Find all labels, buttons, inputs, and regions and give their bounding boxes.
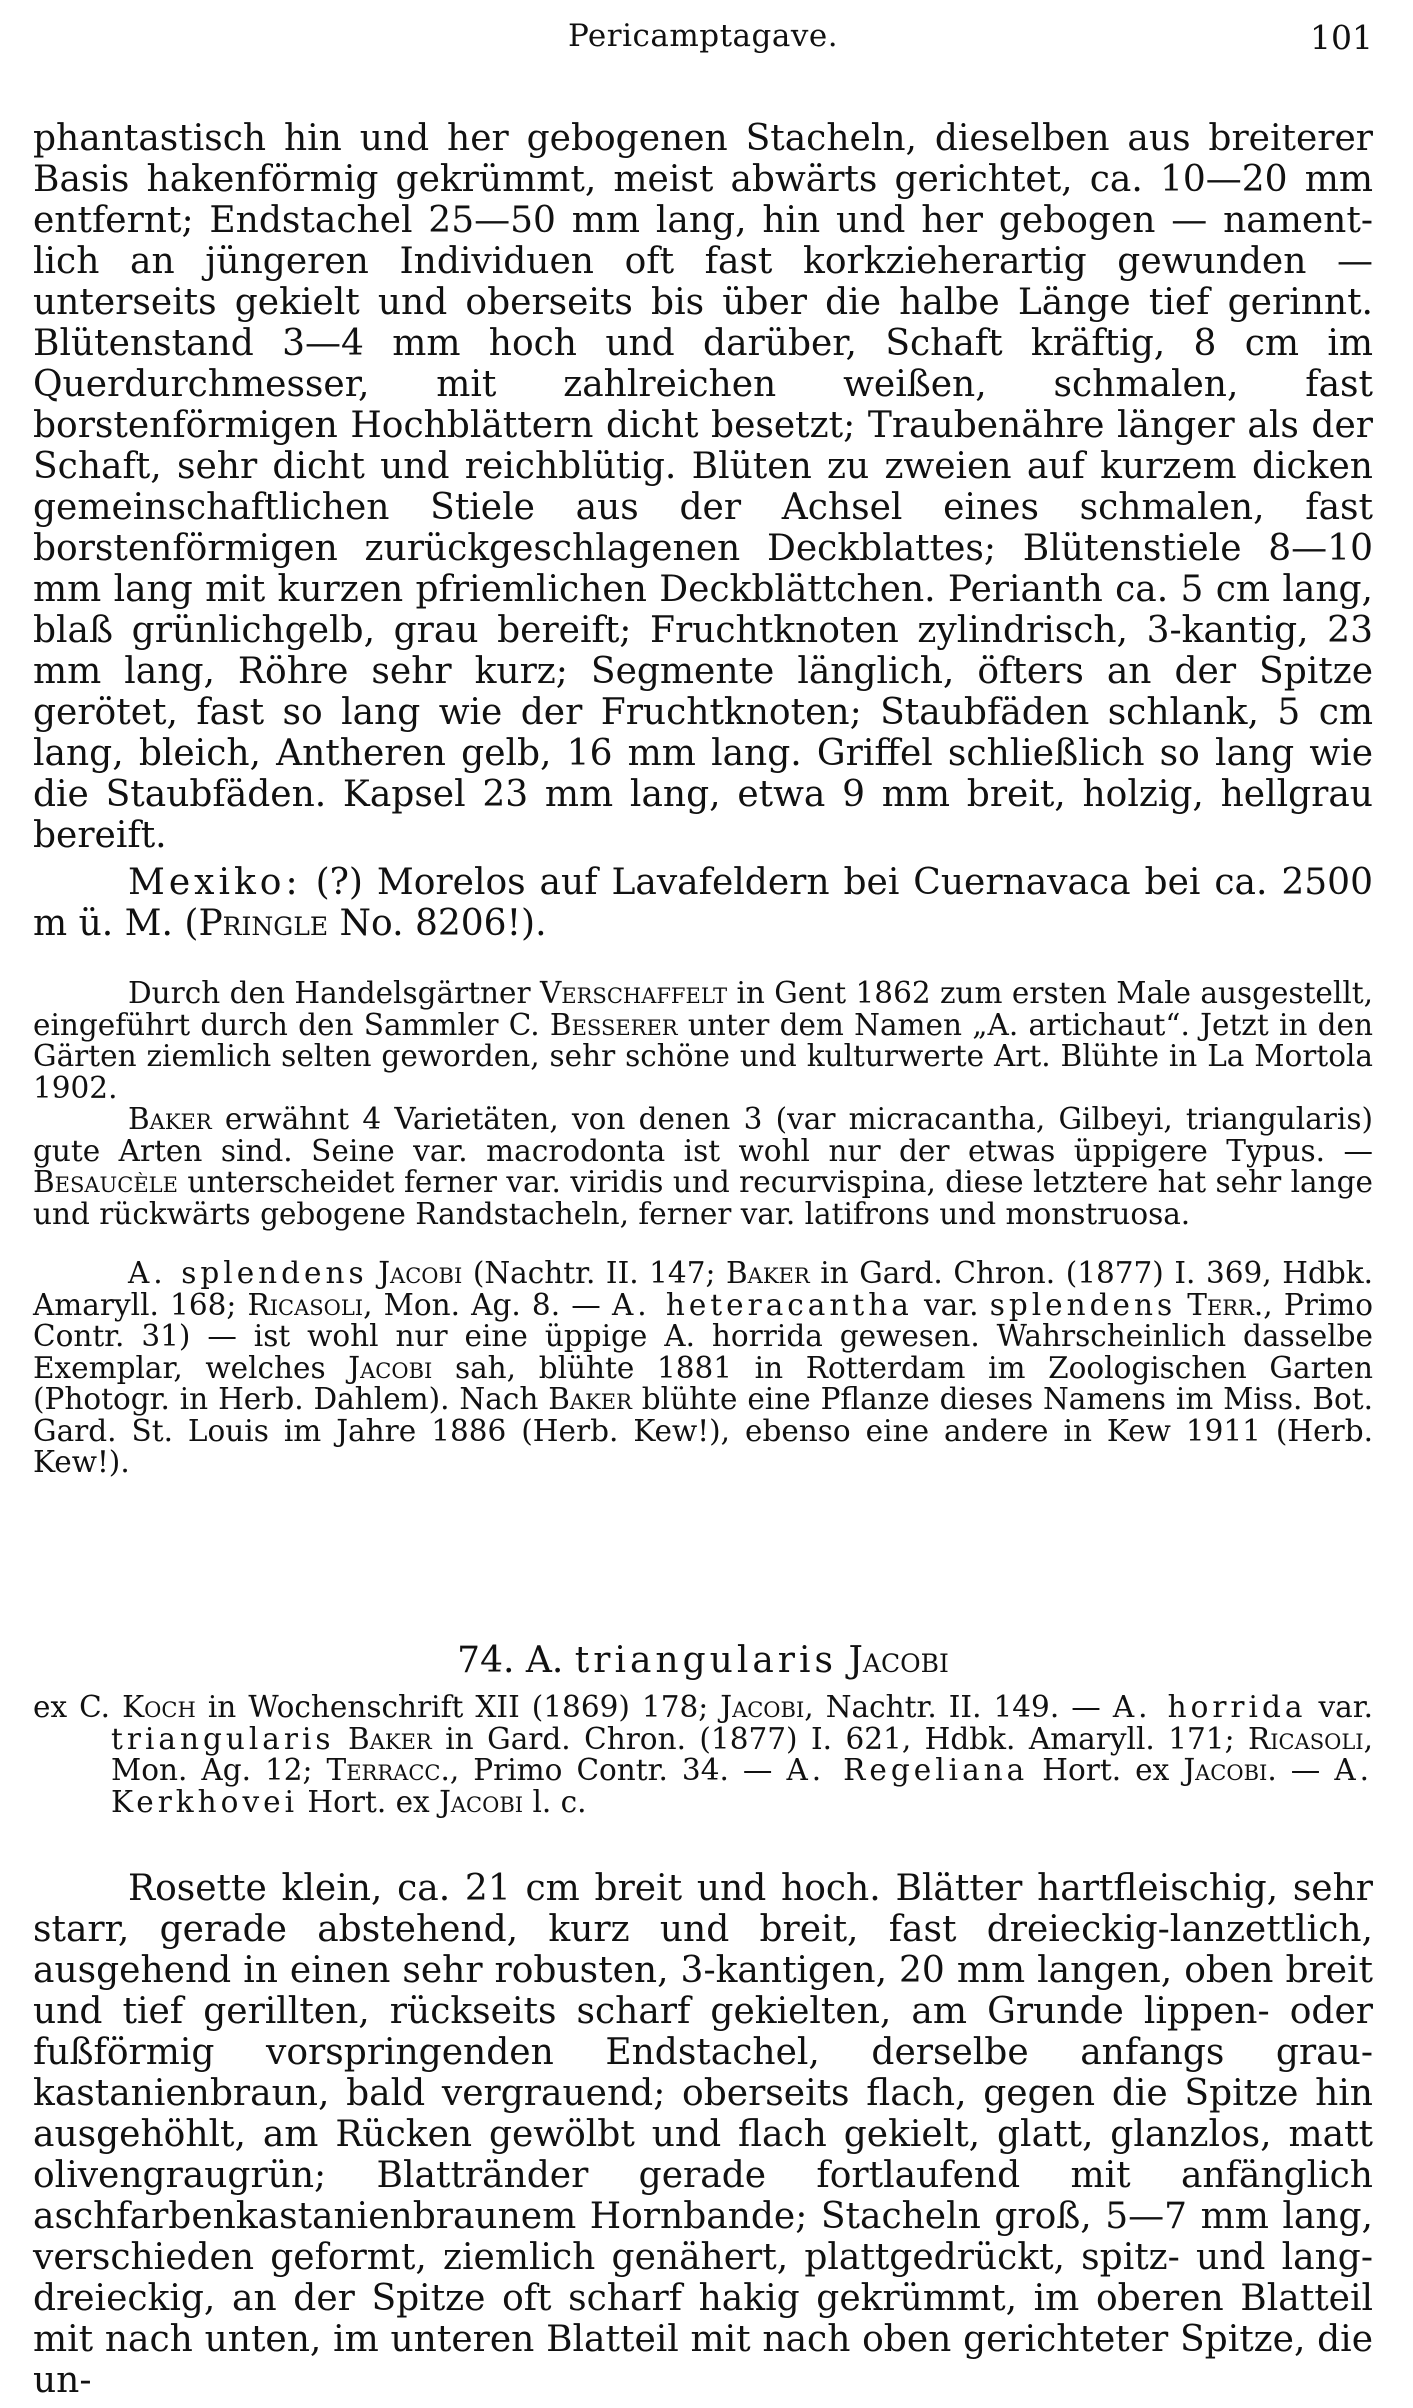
note-paragraph-1 [33, 978, 1373, 1104]
note-text: sah, blühte 1881 in Rotterdam im Zoologischen Garten (Photogr. in Herb. Dahlem). Nach [33, 1350, 1373, 1416]
synonymy-text: , Primo Contr. 34. — [449, 1753, 787, 1787]
author-name: Baker [548, 1382, 632, 1416]
author-name: Baker [348, 1721, 432, 1756]
note-text: , Primo Contr. 31) — ist wohl nur eine üppige A. horrida gewesen. Wahrscheinlich dasselbe Exemplar, welches [33, 1287, 1373, 1385]
distribution-text: (?) Morelos auf Lavafeldern bei Cuernavaca bei ca. 2500 m ü. M. ( [33, 862, 1373, 944]
synonymy-text: . — [1267, 1753, 1335, 1787]
synonymy [33, 1692, 1373, 1818]
note-text: var. [912, 1287, 990, 1322]
description-paragraph: phantastisch hin und her gebogenen Stacheln, dieselben aus breiterer Basis hakenförmig gekrümmt, meist abwärts gerichtet, ca. 10—20 mm entfernt; Endstachel 25—50 mm lang, hin und her gebogen — namentlich an jüngeren Individuen oft fast korkzieherartig gewunden — unterseits gekielt und oberseits bis über die halbe Länge tief gerinnt. Blütenstand 3—4 mm hoch und darüber, Schaft kräftig, 8 cm im Querdurchmesser, mit zahlreichen weißen, schmalen, fast borstenförmigen Hochblättern dicht besetzt; Traubenähre länger als der Schaft, sehr dicht und reichblütig. Blüten zu zweien auf kurzem dicken gemeinschaftlichen Stiele aus der Achsel eines schmalen, fast borstenförmigen zurückgeschlagenen Deckblattes; Blütenstiele 8—10 mm lang mit kurzen pfriemlichen Deckblättchen. Perianth ca. 5 cm lang, blaß grünlichgelb, grau bereift; Fruchtknoten zylindrisch, 3-kantig, 23 mm lang, Röhre sehr kurz; Segmente länglich, öfters an der Spitze gerötet, fast so lang wie der Fruchtknoten; Staubfäden schlank, 5 cm lang, bleich, Antheren gelb, 16 mm lang. Griffel schließlich so lang wie die Staubfäden. Kapsel 23 mm lang, etwa 9 mm breit, holzig, hellgrau bereift. [33, 118, 1373, 856]
author-name: Ricasoli [247, 1287, 364, 1322]
author-name: Jacobi [720, 1690, 805, 1724]
species-name: splendens [989, 1287, 1177, 1322]
running-title: Pericamptagave. [567, 18, 839, 54]
author-name: Baker [128, 1102, 212, 1136]
note-text: unterscheidet ferner var. viridis und recurvispina, diese letztere hat sehr lange und rückwärts gebogene Randstacheln, ferner var. latifrons und monstruosa. [33, 1165, 1373, 1231]
species-name: A. heteracantha [611, 1287, 913, 1322]
note-paragraph-2 [33, 1104, 1373, 1230]
note-text: in Gard. Chron. (1877) I. 369, Hdbk. Amaryll. 168; [33, 1256, 1373, 1322]
synonymy-text: , Mon. Ag. 12; [111, 1721, 1373, 1787]
section-number: 74. A. [457, 1640, 564, 1681]
description-continued [33, 118, 1373, 944]
author-name: Baker [725, 1256, 810, 1290]
description-new-species [33, 1868, 1373, 2401]
note-text: Durch den Handelsgärtner [128, 976, 540, 1010]
synonymy-paragraph [33, 1692, 1373, 1818]
page-number: 101 [1310, 18, 1373, 57]
note-paragraph-3 [33, 1258, 1373, 1479]
author-name: Ricasoli [1248, 1721, 1364, 1756]
note-text [368, 1256, 379, 1290]
species-name: A. Kerkhovei [111, 1753, 1373, 1819]
author-name: Terr. [1187, 1287, 1264, 1322]
description-new-paragraph: Rosette klein, ca. 21 cm breit und hoch. Blätter hartfleischig, sehr starr, gerade abstehend, kurz und breit, fast dreieckig-lanzettlich, ausgehend in einen sehr robusten, 3-kantigen, 20 mm langen, oben breit und tief gerillten, rückseits scharf gekielten, am Grunde lippen- oder fußförmig vorspringenden Endstachel, derselbe anfangs graukastanienbraun, bald vergrauend; oberseits flach, gegen die Spitze hin ausgehöhlt, am Rücken gewölbt und flach gekielt, glatt, glanzlos, matt olivengraugrün; Blattränder gerade fortlaufend mit anfänglich aschfarbenkastanienbraunem Hornbande; Stacheln groß, 5—7 mm lang, verschieden geformt, ziemlich genähert, plattgedrückt, spitz- und lang-dreieckig, an der Spitze oft scharf hakig gekrümmt, im oberen Blatteil mit nach unten, im unteren Blatteil mit nach oben gerichteter Spitze, die un- [33, 1868, 1373, 2401]
note-text: (Nachtr. II. 147; [462, 1256, 726, 1290]
author-name: Jacobi [378, 1256, 463, 1290]
section-author: Jacobi [848, 1640, 949, 1681]
author-name: Jacobi [348, 1350, 433, 1385]
distribution-collector: Pringle [198, 903, 329, 944]
author-name: Besserer [549, 1007, 678, 1042]
note-text [1176, 1288, 1187, 1322]
author-name: Verschaffelt [539, 976, 728, 1010]
synonymy-text: , Nachtr. II. 149. — [804, 1690, 1113, 1724]
author-name: Jacobi [1183, 1753, 1268, 1787]
note-text: erwähnt 4 Varietäten, von denen 3 (var micracantha, Gilbeyi, triangularis) gute Arten sind. Seine var. macrodonta ist wohl nur der etwas üppigere Typus. — [33, 1102, 1373, 1168]
synonymy-text: in Wochenschrift XII (1869) 178; [195, 1690, 721, 1724]
synonymy-text: var. [1306, 1690, 1374, 1724]
synonymy-text: in Gard. Chron. (1877) I. 621, Hdbk. Amaryll. 171; [431, 1721, 1248, 1756]
distribution-country: Mexiko: [128, 862, 302, 903]
note-text: unter dem Namen „A. artichaut“. Jetzt in den Gärten ziemlich selten geworden, sehr schöne und kulturwerte Art. Blühte in La Mortola 1902. [33, 1007, 1373, 1105]
note-text: blühte eine Pflanze dieses Namens im Miss. Bot. Gard. St. Louis im Jahre 1886 (Herb. Kew!), ebenso eine andere in Kew 1911 (Herb. Kew!). [33, 1382, 1373, 1479]
synonymy-text: ex C. [33, 1690, 123, 1724]
synonymy-text [335, 1722, 348, 1756]
synonymy-text: Hort. ex [1028, 1753, 1184, 1787]
species-name: triangularis [111, 1721, 335, 1756]
note-text: in Gent 1862 zum ersten Male ausgestellt, eingeführt durch den Sammler C. [33, 976, 1373, 1042]
distribution-number: No. 8206!). [328, 903, 547, 944]
author-name: Besaucèle [33, 1165, 178, 1199]
author-name: Koch [122, 1690, 196, 1724]
synonymy-text: Hort. ex [298, 1784, 440, 1819]
species-name: A. splendens [128, 1256, 368, 1290]
synonymy-text: l. c. [523, 1784, 587, 1819]
note-text: , Mon. Ag. 8. — [363, 1287, 612, 1322]
author-name: Terracc. [326, 1753, 450, 1787]
distribution-paragraph [33, 862, 1373, 944]
species-name: A. horrida [1112, 1690, 1307, 1724]
author-name: Jacobi [439, 1784, 524, 1819]
species-name: A. Regeliana [786, 1753, 1029, 1787]
section-species: triangularis [574, 1640, 838, 1681]
notes [33, 978, 1373, 1479]
section-heading [33, 1640, 1373, 1682]
running-head [33, 18, 1373, 68]
